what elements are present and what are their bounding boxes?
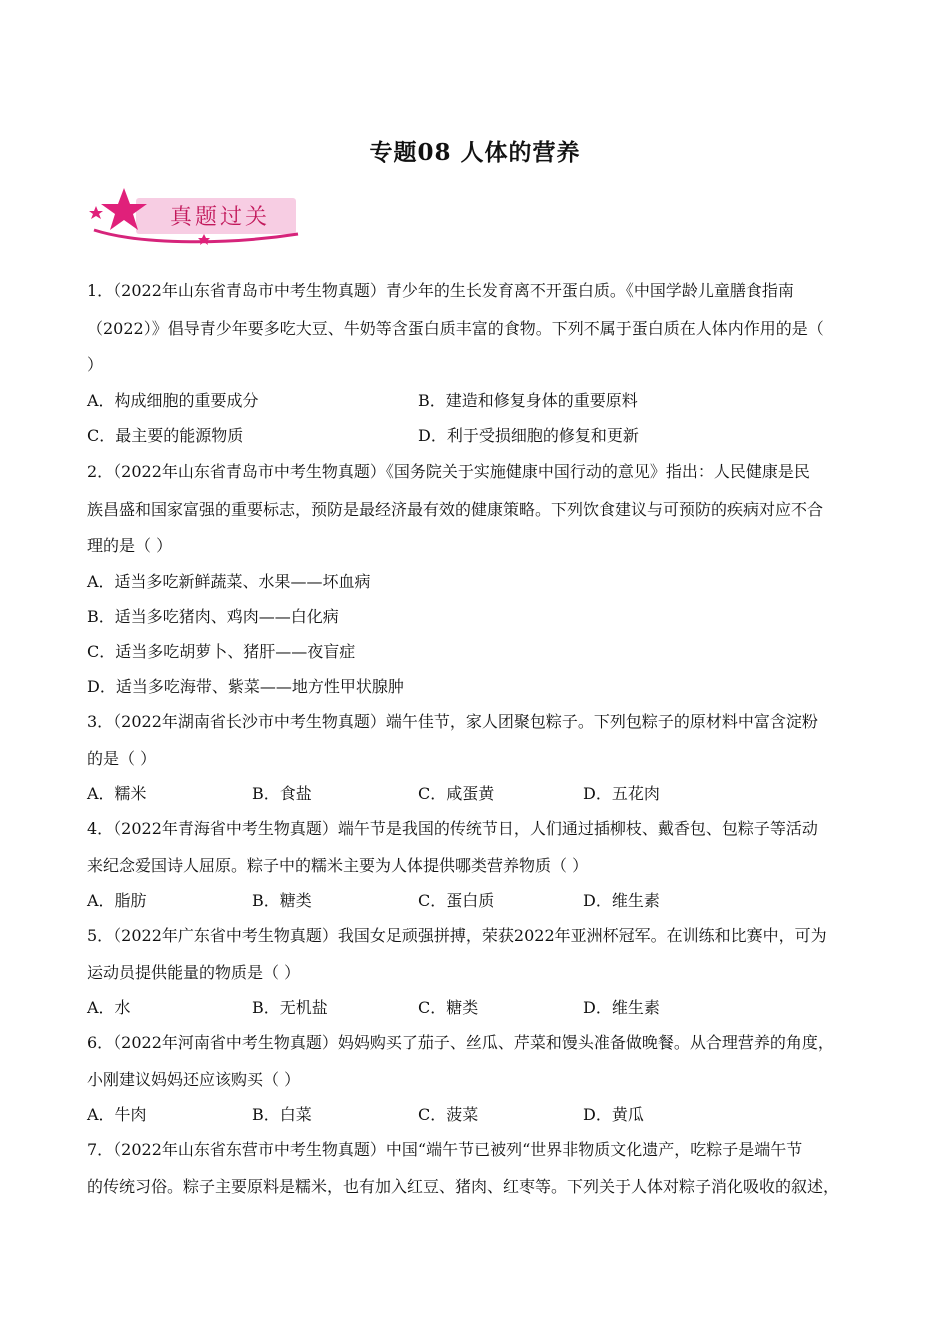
- question-5-line-1: 5．（2022年广东省中考生物真题）我国女足顽强拼搏，荣获2022年亚洲杯冠军。在训练和比赛中，可为: [87, 926, 827, 945]
- question-4-option-a: A．脂肪: [87, 891, 147, 910]
- question-5-option-d: D．维生素: [583, 998, 660, 1017]
- question-1-option-c: C．最主要的能源物质: [87, 426, 244, 445]
- banner-text: 真题过关: [169, 205, 271, 230]
- question-2-option-b: B．适当多吃猪肉、鸡肉——白化病: [87, 607, 339, 626]
- question-3-option-a: A．糯米: [87, 784, 147, 803]
- question-4-option-b: B．糖类: [252, 891, 312, 910]
- question-5-option-b: B．无机盐: [252, 998, 328, 1017]
- question-6-option-a: A．牛肉: [87, 1105, 147, 1124]
- small-star-icon: [89, 206, 103, 219]
- question-1-line-1: 1．（2022年山东省青岛市中考生物真题）青少年的生长发育离不开蛋白质。《中国学龄儿童膳食指南: [87, 281, 794, 300]
- question-5-option-a: A．水: [87, 998, 131, 1017]
- question-4-line-1: 4．（2022年青海省中考生物真题）端午节是我国的传统节日，人们通过插柳枝、戴香包、包粽子等活动: [87, 819, 818, 838]
- question-3-line-1: 3．（2022年湖南省长沙市中考生物真题）端午佳节，家人团聚包粽子。下列包粽子的原材料中富含淀粉: [87, 712, 818, 731]
- small-star-icon: [198, 234, 210, 245]
- question-1-option-b: B．建造和修复身体的重要原料: [418, 391, 638, 410]
- question-6-line-2: 小刚建议妈妈还应该购买（ ）: [87, 1070, 301, 1089]
- question-7-line-1: 7．（2022年山东省东营市中考生物真题）中国“端午节已被列“世界非物质文化遗产，吃粽子是端午节: [87, 1140, 803, 1159]
- question-1-option-a: A．构成细胞的重要成分: [87, 391, 259, 410]
- question-6-option-c: C．菠菜: [418, 1105, 479, 1124]
- question-4-option-c: C．蛋白质: [418, 891, 495, 910]
- question-3-line-2: 的是（ ）: [87, 749, 157, 768]
- question-1-line-2: （2022）》倡导青少年要多吃大豆、牛奶等含蛋白质丰富的食物。下列不属于蛋白质在人体内作用的是（: [87, 319, 824, 338]
- question-2-line-2: 族昌盛和国家富强的重要标志，预防是最经济最有效的健康策略。下列饮食建议与可预防的疾病对应不合: [87, 500, 824, 519]
- question-2-option-a: A．适当多吃新鲜蔬菜、水果——坏血病: [87, 572, 371, 591]
- question-2-option-c: C．适当多吃胡萝卜、猪肝——夜盲症: [87, 642, 356, 661]
- question-4-option-d: D．维生素: [583, 891, 660, 910]
- section-banner: [84, 186, 302, 248]
- question-3-option-b: B．食盐: [252, 784, 312, 803]
- question-5-line-2: 运动员提供能量的物质是（ ）: [87, 963, 301, 982]
- question-6-option-d: D．黄瓜: [583, 1105, 644, 1124]
- question-7-line-2: 的传统习俗。粽子主要原料是糯米，也有加入红豆、猪肉、红枣等。下列关于人体对粽子消化吸收的叙述，: [87, 1177, 840, 1196]
- question-2-line-1: 2．（2022年山东省青岛市中考生物真题）《国务院关于实施健康中国行动的意见》指出：人民健康是民: [87, 462, 810, 481]
- page-title: 专题08 人体的营养: [369, 139, 581, 166]
- question-3-option-c: C．咸蛋黄: [418, 784, 495, 803]
- question-1-option-d: D．利于受损细胞的修复和更新: [418, 426, 639, 445]
- question-3-option-d: D．五花肉: [583, 784, 660, 803]
- question-2-line-3: 理的是（ ）: [87, 536, 173, 555]
- question-5-option-c: C．糖类: [418, 998, 479, 1017]
- question-1-line-3: ）: [87, 355, 104, 374]
- question-6-option-b: B．白菜: [252, 1105, 312, 1124]
- question-4-line-2: 来纪念爱国诗人屈原。粽子中的糯米主要为人体提供哪类营养物质（ ）: [87, 856, 589, 875]
- question-6-line-1: 6．（2022年河南省中考生物真题）妈妈购买了茄子、丝瓜、芹菜和馒头准备做晚餐。从合理营养的角度，: [87, 1033, 834, 1052]
- question-2-option-d: D．适当多吃海带、紫菜——地方性甲状腺肿: [87, 677, 404, 696]
